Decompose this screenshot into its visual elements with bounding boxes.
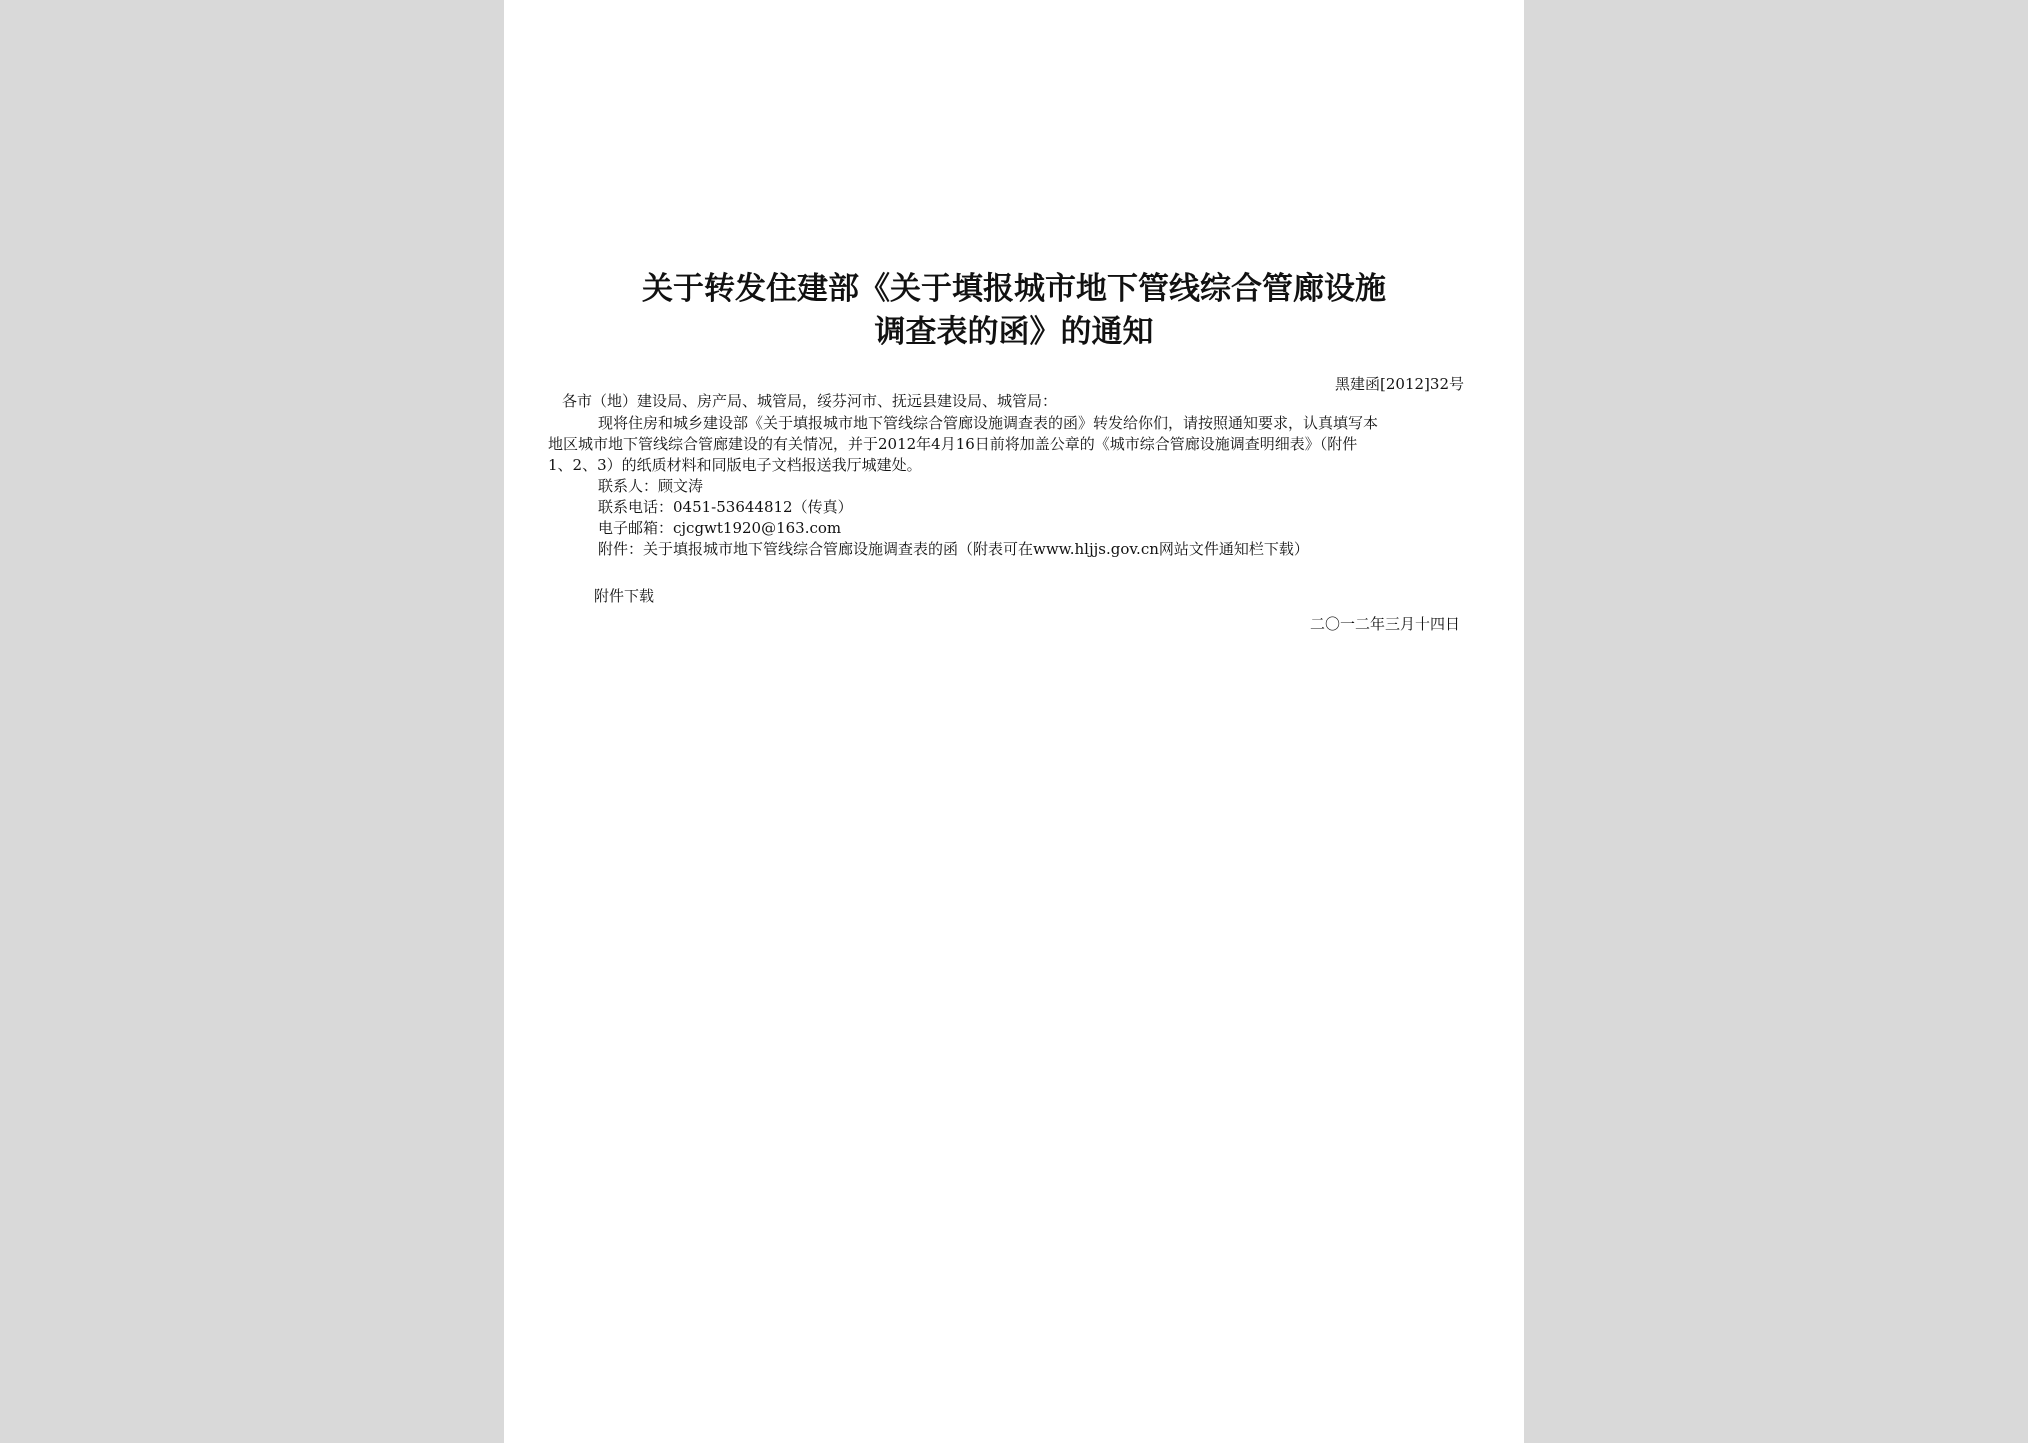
addressee: 各市（地）建设局、房产局、城管局，绥芬河市、抚远县建设局、城管局： bbox=[562, 392, 1058, 410]
contact-person: 联系人：顾文涛 bbox=[598, 477, 704, 495]
title-line-2: 调查表的函》的通知 bbox=[874, 314, 1154, 350]
document-date: 二〇一二年三月十四日 bbox=[1309, 615, 1460, 633]
contact-phone: 联系电话：0451-53644812（传真） bbox=[598, 498, 853, 516]
document-number: 黑建函[2012]32号 bbox=[1335, 375, 1464, 393]
body-line-1: 现将住房和城乡建设部《关于填报城市地下管线综合管廊设施调查表的函》转发给你们，请按照通知要求，认真填写本 bbox=[598, 414, 1379, 432]
contact-email: 电子邮箱：cjcgwt1920@163.com bbox=[598, 519, 842, 537]
document-page bbox=[504, 0, 1524, 1443]
attachment-note: 附件：关于填报城市地下管线综合管廊设施调查表的函（附表可在www.hljjs.gov.cn网站文件通知栏下载） bbox=[598, 540, 1309, 558]
attachment-download-link[interactable]: 附件下载 bbox=[594, 587, 655, 605]
body-line-2: 地区城市地下管线综合管廊建设的有关情况，并于2012年4月16日前将加盖公章的《城市综合管廊设施调查明细表》（附件 bbox=[548, 435, 1358, 453]
title-line-1: 关于转发住建部《关于填报城市地下管线综合管廊设施 bbox=[642, 271, 1386, 307]
page-title bbox=[544, 268, 1484, 354]
body-line-3: 1、2、3）的纸质材料和同版电子文档报送我厅城建处。 bbox=[548, 456, 922, 474]
